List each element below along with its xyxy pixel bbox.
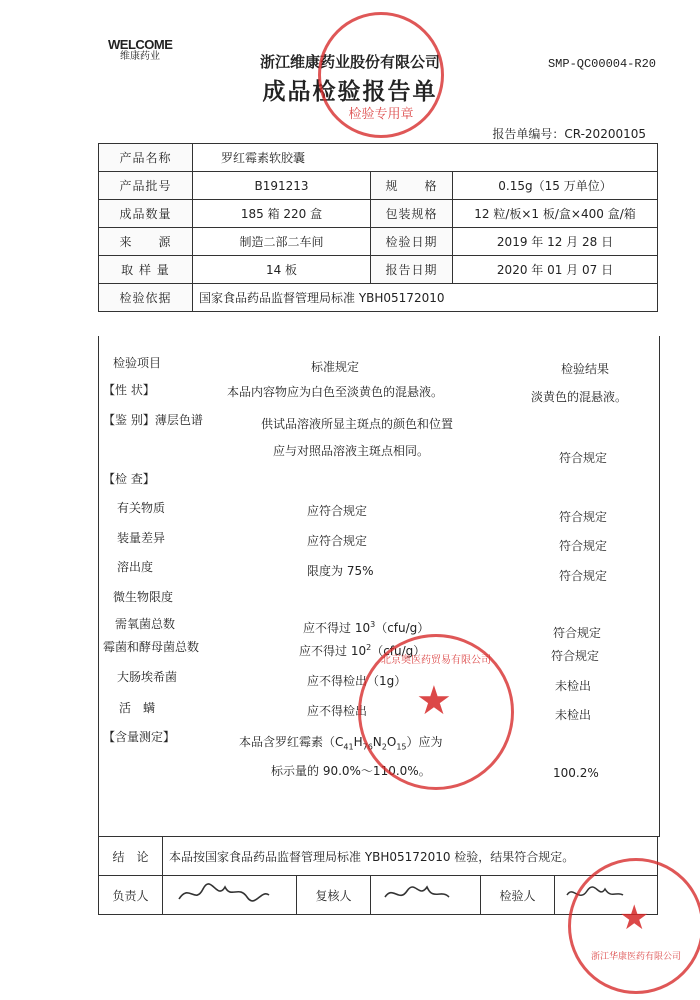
mite-result: 未检出: [555, 708, 592, 722]
sample-label: 取 样 量: [99, 256, 193, 284]
table-row: [99, 200, 658, 228]
identification-result: 符合规定: [559, 451, 608, 465]
mold-yeast-label: 霉菌和酵母菌总数: [103, 640, 200, 654]
document-title: 成品检验报告单: [262, 79, 438, 105]
aerobic-count-label: 需氧菌总数: [115, 617, 176, 631]
assay-standard-2: 标示量的 90.0%～110.0%。: [271, 764, 431, 778]
identification-standard-1: 供试品溶液所显主斑点的颜色和位置: [261, 417, 454, 431]
aerobic-count-standard: 应不得过 $10^3(cfu/g)$: [303, 620, 430, 635]
fill-variation-label: 装量差异: [117, 531, 166, 545]
inspection-seal-text: 检验专用章: [348, 107, 414, 122]
quantity-label: 成品数量: [99, 200, 193, 228]
company-seal-middle-text: 北京奥医药贸易有限公司: [381, 655, 491, 666]
basis-label: 检验依据: [99, 284, 193, 312]
conclusion-label: 结 论: [99, 837, 163, 876]
spec-label: 规 格: [371, 172, 453, 200]
table-row: [99, 144, 658, 172]
source-value: 制造二部二车间: [193, 228, 371, 256]
star-icon: ★: [416, 678, 452, 724]
trait-label: 【性 状】: [103, 383, 155, 397]
table-row: [99, 256, 658, 284]
reviewer-label: 复核人: [297, 876, 371, 915]
product-info-table: [98, 143, 658, 312]
inspector-label: 检验人: [481, 876, 555, 915]
conclusion-text: 本品按国家食品药品监督管理局标准 YBH05172010 检验，结果符合规定。: [163, 837, 658, 876]
aerobic-count-result: 符合规定: [553, 626, 602, 640]
ecoli-result: 未检出: [555, 679, 592, 693]
mold-yeast-result: 符合规定: [551, 649, 600, 663]
basis-value: 国家食品药品监督管理局标准 YBH05172010: [193, 284, 658, 312]
quantity-value: 185 箱 220 盒: [193, 200, 371, 228]
company-seal-middle: [358, 634, 514, 790]
dissolution-standard: 限度为 75%: [307, 564, 374, 578]
company-seal-bottom: [568, 858, 700, 994]
report-date-label: 报告日期: [371, 256, 453, 284]
logo-text-en: WELCOME: [108, 37, 173, 52]
document-code: SMP-QC00004-R20: [547, 57, 656, 71]
mold-yeast-standard: 应不得过 $10^2(cfu/g)$: [299, 643, 426, 658]
related-substances-standard: 应符合规定: [307, 504, 368, 518]
sample-value: 14 板: [193, 256, 371, 284]
identification-label: 【鉴 别】薄层色谱: [103, 413, 203, 427]
assay-result: 100.2%: [553, 766, 599, 780]
company-name: 浙江维康药业股份有限公司: [259, 53, 440, 71]
reviewer-signature: [371, 876, 481, 915]
trait-result: 淡黄色的混悬液。: [531, 390, 628, 404]
table-row: [99, 228, 658, 256]
packaging-value: 12 粒/板×1 板/盒×400 盒/箱: [453, 200, 658, 228]
ecoli-label: 大肠埃希菌: [117, 670, 178, 684]
star-icon: ★: [619, 898, 650, 938]
fill-variation-result: 符合规定: [559, 539, 608, 553]
company-seal-bottom-text: 浙江华康医药有限公司: [590, 952, 681, 962]
table-row: [99, 172, 658, 200]
table-row: [99, 284, 658, 312]
report-date-value: 2020 年 01 月 07 日: [453, 256, 658, 284]
dissolution-label: 溶出度: [117, 560, 154, 574]
spec-value: 0.15g（15 万单位）: [453, 172, 658, 200]
related-substances-result: 符合规定: [559, 510, 608, 524]
check-label: 【检 查】: [103, 472, 155, 486]
product-name-label: 产品名称: [99, 144, 193, 172]
product-name-value: 罗红霉素软胶囊: [193, 144, 658, 172]
batch-value: B191213: [193, 172, 371, 200]
fill-variation-standard: 应符合规定: [307, 534, 368, 548]
col-header-result: 检验结果: [561, 362, 610, 376]
microbial-limit-label: 微生物限度: [113, 590, 174, 604]
test-date-label: 检验日期: [371, 228, 453, 256]
table-row: [99, 837, 658, 876]
mite-label: 活 螨: [119, 701, 156, 715]
assay-label: 【含量测定】: [103, 730, 176, 744]
inspection-seal: [318, 12, 444, 138]
identification-standard-2: 应与对照品溶液主斑点相同。: [273, 444, 430, 458]
dissolution-result: 符合规定: [559, 569, 608, 583]
mite-standard: 应不得检出: [307, 704, 368, 718]
col-header-item: 检验项目: [113, 356, 162, 370]
source-label: 来 源: [99, 228, 193, 256]
col-header-standard: 标准规定: [311, 360, 360, 374]
test-date-value: 2019 年 12 月 28 日: [453, 228, 658, 256]
batch-label: 产品批号: [99, 172, 193, 200]
report-number: 报告单编号：CR-20200105: [492, 127, 646, 141]
logo-text-cn: 维康药业: [120, 51, 160, 62]
packaging-label: 包装规格: [371, 200, 453, 228]
trait-standard: 本品内容物应为白色至淡黄色的混悬液。: [227, 385, 444, 399]
related-substances-label: 有关物质: [117, 501, 166, 515]
assay-standard-1: 本品含罗红霉素$(C_{41}H_{76}N_2O_{15})$应为: [239, 735, 443, 752]
ecoli-standard: 应不得检出（1g）: [307, 674, 407, 688]
owner-signature: [163, 876, 297, 915]
owner-label: 负责人: [99, 876, 163, 915]
